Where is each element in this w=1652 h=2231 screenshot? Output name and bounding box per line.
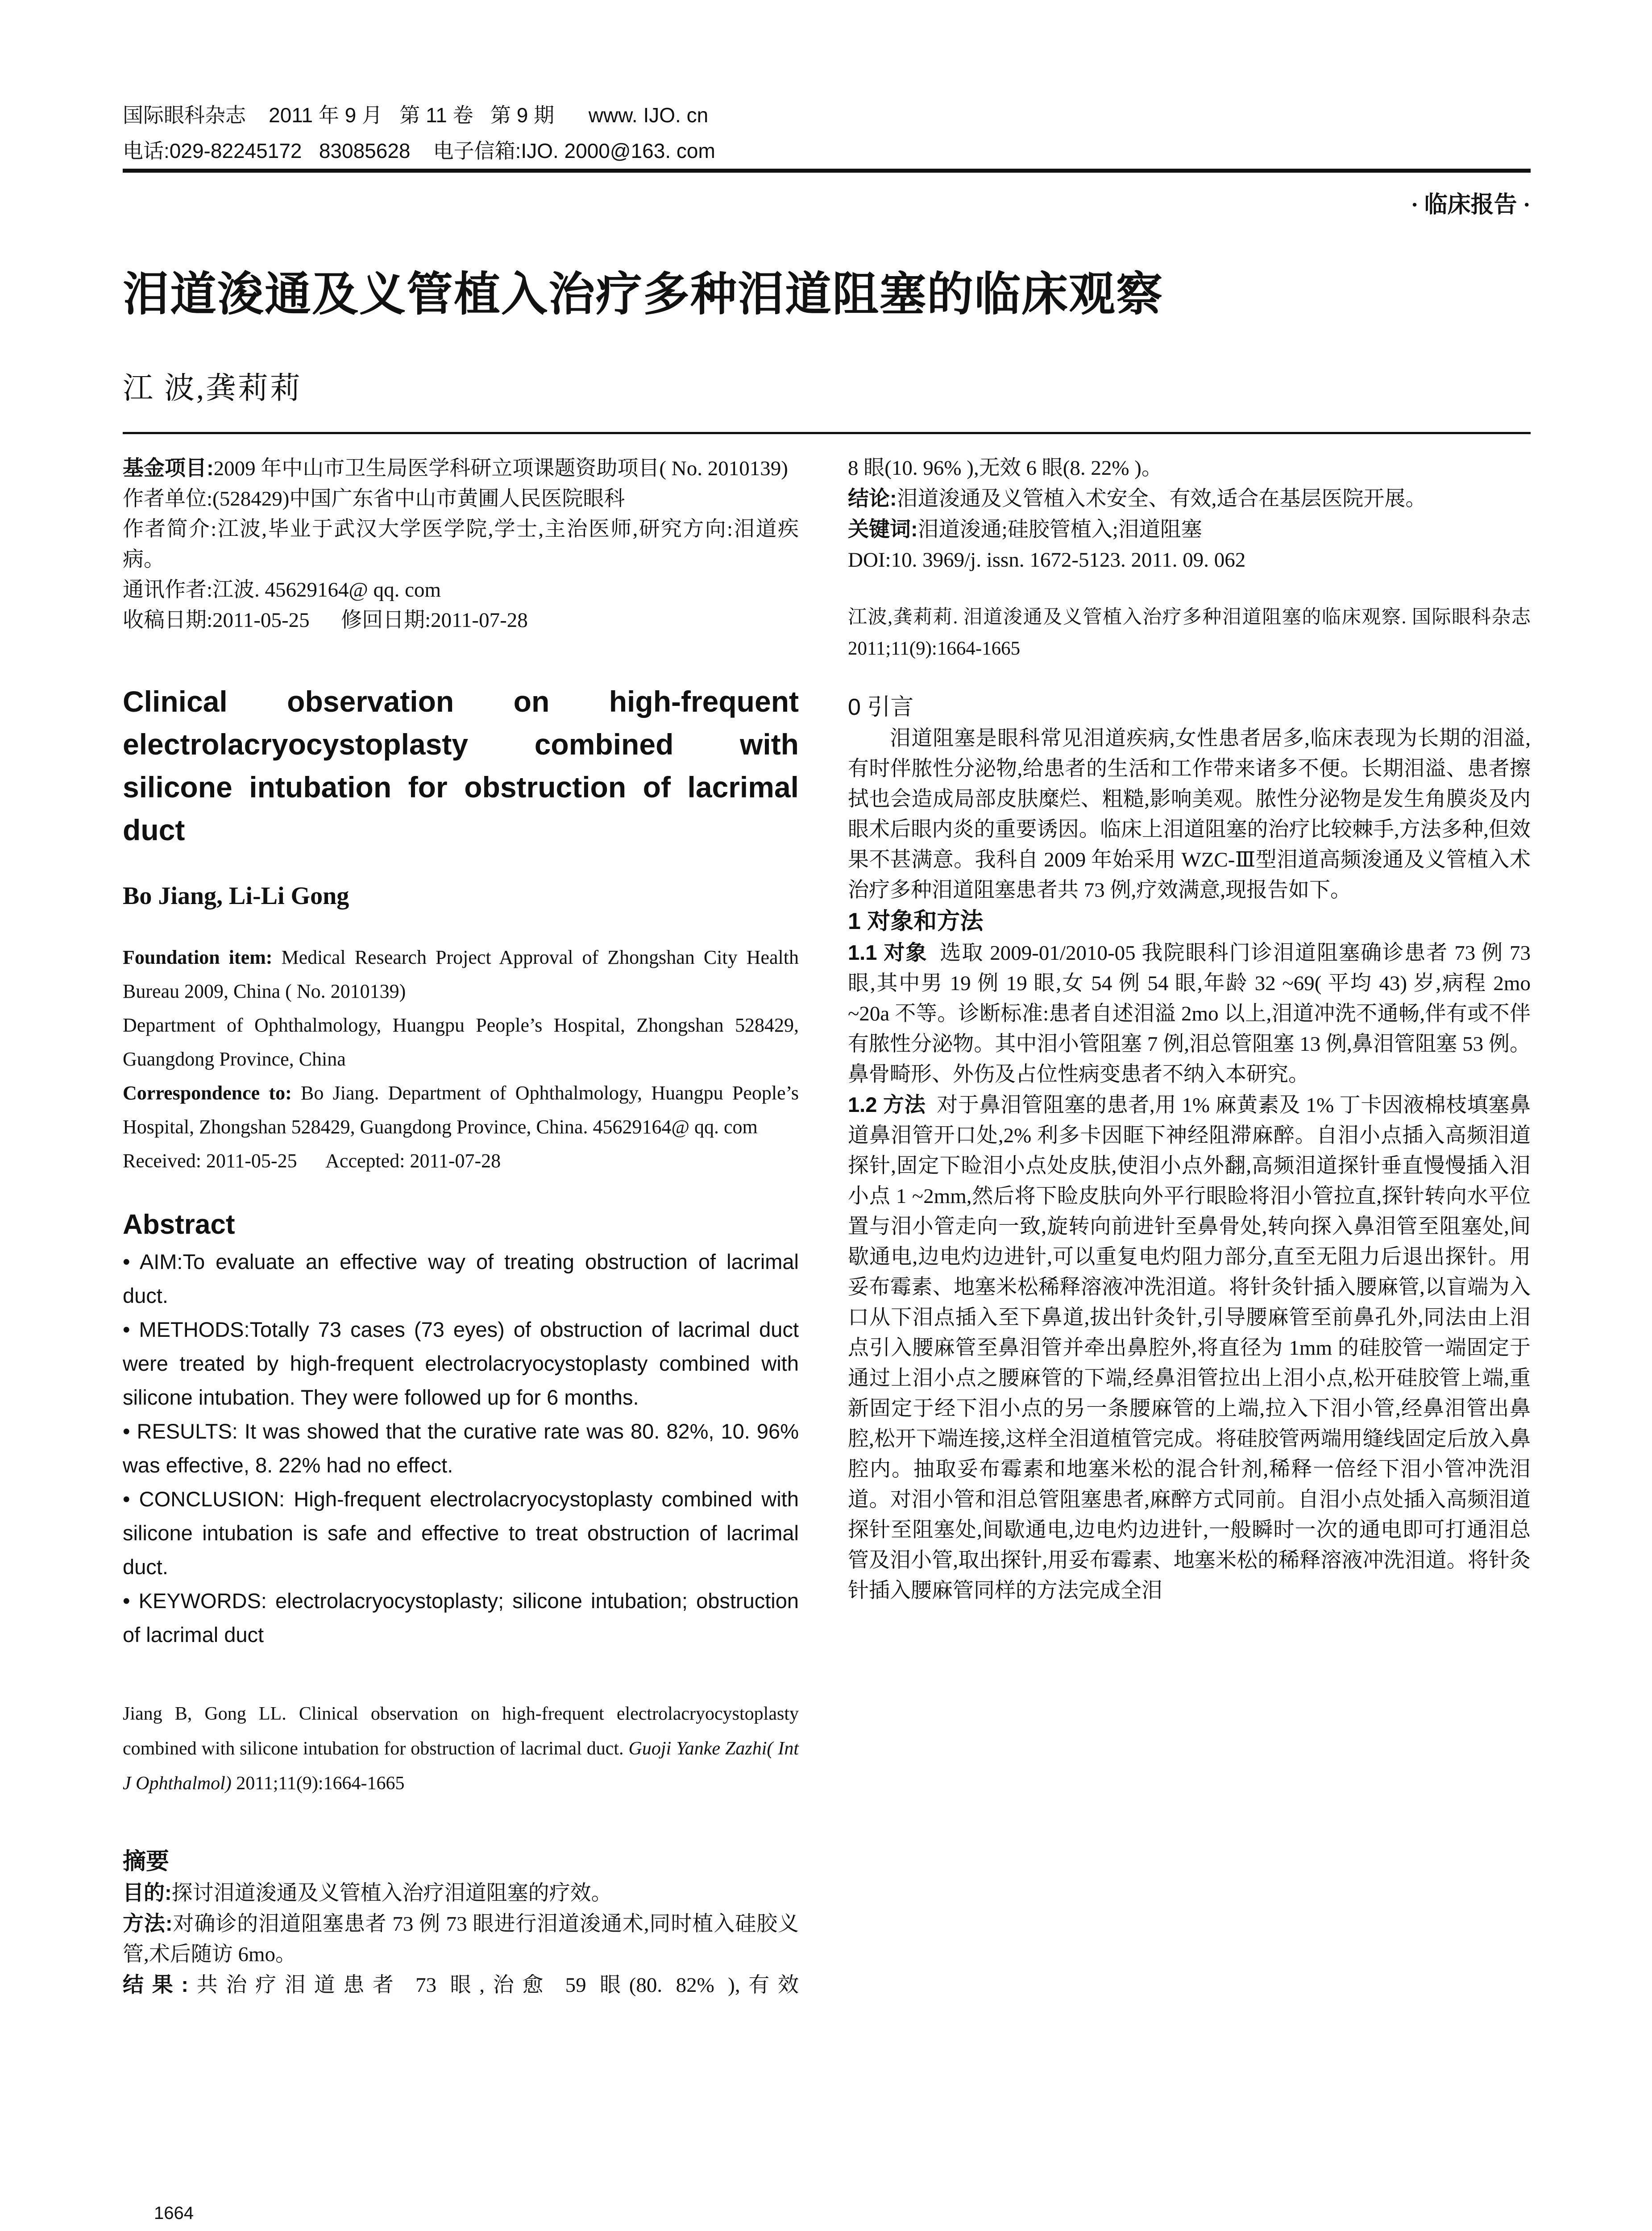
chinese-abstract xyxy=(123,1878,799,2000)
meta-author-bio: 作者简介:江波,毕业于武汉大学医学院,学士,主治医师,研究方向:泪道疾病。 xyxy=(123,518,799,571)
methods-paragraph xyxy=(848,1090,1531,1606)
cn-abstract-results-cont: 8 眼(10. 96% ),无效 6 眼(8. 22% )。 xyxy=(848,456,1162,480)
cn-keywords-label: 关键词: xyxy=(848,517,918,541)
subsection-label: 1.1 对象 xyxy=(848,941,928,964)
cn-abstract-text: 对确诊的泪道阻塞患者 73 例 73 眼进行泪道浚通术,同时植入硅胶义管,术后随访 6mo。 xyxy=(123,1912,799,1966)
en-meta-text: Bo Jiang. Department of Ophthalmology, Huangpu People’s Hospital, Zhongshan 528429, Guangdong Province, China. 45629164@ qq. com xyxy=(123,1082,799,1138)
abstract-text: It was showed that the curative rate was 80. 82%, 10. 96% was effective, 8. 22% had no effect. xyxy=(123,1419,799,1477)
doi: DOI:10. 3969/j. issn. 1672-5123. 2011. 09. 062 xyxy=(848,548,1246,572)
abstract-text: High-frequent electrolacryocystoplasty combined with silicone intubation is safe and effective to treat obstruction of lacrimal duct. xyxy=(123,1487,799,1579)
english-title: Clinical observation on high-frequent electrolacryocystoplasty combined with silicone intubation for obstruction of lacrimal duct xyxy=(123,685,799,846)
cn-abstract-methods xyxy=(123,1908,799,1970)
abstract-label: • RESULTS: xyxy=(123,1419,238,1443)
meta-text: 2009 年中山市卫生局医学科研立项课题资助项目( No. 2010139) xyxy=(213,457,788,480)
en-correspondence xyxy=(123,1076,799,1144)
en-dates: Received: 2011-05-25 Accepted: 2011-07-28 xyxy=(123,1150,501,1172)
subsection-text: 选取 2009-01/2010-05 我院眼科门诊泪道阻塞确诊患者 73 例 73 眼,其中男 19 例 19 眼,女 54 例 54 眼,年龄 32 ~69( 平均 43) 岁,病程 2mo ~20a 不等。诊断标准:患者自述泪溢 2mo 以上,泪道冲洗不通畅,伴有或不伴有脓性分泌物。其中泪小管阻塞 7 例,泪总管阻塞 13 例,鼻泪管阻塞 53 例。鼻骨畸形、外伤及占位性病变患者不纳入本研究。 xyxy=(848,941,1536,1086)
abstract-label: • CONCLUSION: xyxy=(123,1487,285,1511)
cn-keywords xyxy=(848,514,1531,545)
citation-journal: Guoji Yanke Zazhi( Int J Ophthalmol) xyxy=(123,1738,799,1794)
subsection-text: 对于鼻泪管阻塞的患者,用 1% 麻黄素及 1% 丁卡因液棉枝填塞鼻道鼻泪管开口处,2% 利多卡因眶下神经阻滞麻醉。自泪小点插入高频泪道探针,固定下睑泪小点处皮肤,使泪小点外翻,高频泪道探针垂直慢慢插入泪小点 1 ~2mm,然后将下睑皮肤向外平行眼睑将泪小管拉直,探针转向水平位置与泪小管走向一致,旋转向前进针至鼻骨处,转向探入鼻泪管至阻塞处,间歇通电,边电灼边进针,可以重复电灼阻力部分,直至无阻力后退出探针。用妥布霉素、地塞米松稀释溶液冲洗泪道。将针灸针插入腰麻管,以盲端为入口从下泪点插入至下鼻道,拔出针灸针,引导腰麻管至前鼻孔外,同法由上泪点引入腰麻管至鼻泪管并牵出鼻腔外,将直径为 1mm 的硅胶管一端固定于通过上泪小点之腰麻管的下端,经鼻泪管拉出上泪小点,松开硅胶管上端,重新固定于经下泪小点的另一条腰麻管的上端,拉入下泪小管,经鼻泪管出鼻腔,松开下端连接,这样全泪道植管完成。将硅胶管两端用缝线固定后放入鼻腔内。抽取妥布霉素和地塞米松的混合针剂,稀释一倍经下泪小管冲洗泪道。对泪小管和泪总管阻塞患者,麻醉方式同前。自泪小点处插入高频泪道探针至阻塞处,间歇通电,边电灼边进针,一般瞬时一次的通电即可打通泪总管及泪小管,取出探针,用妥布霉素、地塞米松的稀释溶液冲洗泪道。将针灸针插入腰麻管同样的方法完成全泪 xyxy=(848,1094,1531,1602)
english-abstract xyxy=(123,1245,799,1652)
right-column xyxy=(848,453,1536,1606)
abstract-text: Totally 73 cases (73 eyes) of obstruction of lacrimal duct were treated by high-frequent electrolacryocystoplasty combined with silicone intubation. They were followed up for 6 months. xyxy=(123,1318,799,1409)
subjects-paragraph xyxy=(848,937,1536,1090)
subsection-label: 1.2 方法 xyxy=(848,1093,926,1116)
abstract-results xyxy=(123,1414,799,1482)
cn-abstract-label: 结果: xyxy=(123,1973,189,1996)
cn-keywords-text: 泪道浚通;硅胶管植入;泪道阻塞 xyxy=(917,518,1202,541)
english-meta xyxy=(123,941,799,1178)
abstract-label: • KEYWORDS: xyxy=(123,1589,267,1613)
cn-abstract-label: 结论: xyxy=(848,486,897,510)
en-foundation xyxy=(123,941,799,1008)
funding-meta xyxy=(123,453,799,635)
en-meta-text: Medical Research Project Approval of Zhongshan City Health Bureau 2009, China ( No. 2010139) xyxy=(123,946,799,1002)
abstract-keywords xyxy=(123,1584,799,1652)
meta-label: 基金项目: xyxy=(123,456,214,480)
section-tag: · 临床报告 · xyxy=(1411,192,1531,218)
cn-abstract-results xyxy=(123,1970,799,2000)
english-authors: Bo Jiang, Li-Li Gong xyxy=(123,882,349,910)
abstract-text: To evaluate an effective way of treating obstruction of lacrimal duct. xyxy=(123,1250,799,1307)
en-meta-label: Foundation item: xyxy=(123,946,273,968)
cn-abstract-conclusion xyxy=(848,483,1531,514)
cn-abstract-label: 方法: xyxy=(123,1912,173,1935)
chinese-abstract-heading: 摘要 xyxy=(123,1849,170,1874)
abstract-text: electrolacryocystoplasty; silicone intubation; obstruction of lacrimal duct xyxy=(123,1589,799,1646)
cn-abstract-label: 目的: xyxy=(123,1881,172,1904)
abstract-heading: Abstract xyxy=(123,1209,235,1240)
intro-paragraph: 泪道阻塞是眼科常见泪道疾病,女性患者居多,临床表现为长期的泪溢,有时伴脓性分泌物,给患者的生活和工作带来诸多不便。长期泪溢、患者擦拭也会造成局部皮肤糜烂、粗糙,影响美观。脓性分泌物是发生角膜炎及内眼术后眼内炎的重要诱因。临床上泪道阻塞的治疗比较棘手,方法多种,但效果不甚满意。我科自 2009 年始采用 WZC-Ⅲ型泪道高频浚通及义管植入术治疗多种泪道阻塞患者共 73 例,疗效满意,现报告如下。 xyxy=(848,727,1531,902)
meta-affiliation: 作者单位:(528429)中国广东省中山市黄圃人民医院眼科 xyxy=(123,487,625,510)
meta-dates: 收稿日期:2011-05-25 修回日期:2011-07-28 xyxy=(123,609,528,632)
page-number: 1664 xyxy=(154,2203,194,2223)
article-authors: 江 波,龚莉莉 xyxy=(123,371,303,405)
meta-foundation xyxy=(123,453,799,484)
abstract-methods xyxy=(123,1313,799,1414)
cn-abstract-text: 共治疗泪道患者 73 眼,治愈 59 眼(80. 82% ),有效 xyxy=(188,1974,799,1997)
abstract-conclusion xyxy=(123,1482,799,1584)
abstract-label: • METHODS: xyxy=(123,1318,250,1341)
cn-abstract-aim xyxy=(123,1878,799,1908)
article-title: 泪道浚通及义管植入治疗多种泪道阻塞的临床观察 xyxy=(123,269,1164,320)
header-rule xyxy=(123,169,1531,173)
chinese-citation: 江波,龚莉莉. 泪道浚通及义管植入治疗多种泪道阻塞的临床观察. 国际眼科杂志 2011;11(9):1664-1665 xyxy=(848,607,1531,659)
citation-tail: 2011;11(9):1664-1665 xyxy=(231,1773,405,1794)
title-rule xyxy=(123,432,1531,434)
methods-heading: 1 对象和方法 xyxy=(848,908,984,934)
journal-header-line2: 电话:029-82245172 83085628 电子信箱:IJO. 2000@163. com xyxy=(123,139,715,162)
meta-correspondence: 通讯作者:江波. 45629164@ qq. com xyxy=(123,578,441,601)
en-meta-label: Correspondence to: xyxy=(123,1082,292,1104)
citation-text: Jiang B, Gong LL. Clinical observation on high-frequent electrolacryocystoplasty combined with silicone intubation for obstruction of lacrimal duct. xyxy=(123,1704,799,1759)
cn-abstract-text: 泪道浚通及义管植入术安全、有效,适合在基层医院开展。 xyxy=(897,487,1427,510)
english-citation xyxy=(123,1696,799,1801)
abstract-aim xyxy=(123,1245,799,1313)
abstract-label: • AIM: xyxy=(123,1250,183,1273)
journal-header-line1: 国际眼科杂志 2011 年 9 月 第 11 卷 第 9 期 www. IJO. cn xyxy=(123,104,709,127)
en-department: Department of Ophthalmology, Huangpu People’s Hospital, Zhongshan 528429, Guangdong Province, China xyxy=(123,1014,799,1070)
intro-heading: 0 引言 xyxy=(848,694,914,720)
left-column xyxy=(123,453,799,2000)
cn-abstract-text: 探讨泪道浚通及义管植入治疗泪道阻塞的疗效。 xyxy=(171,1882,612,1905)
